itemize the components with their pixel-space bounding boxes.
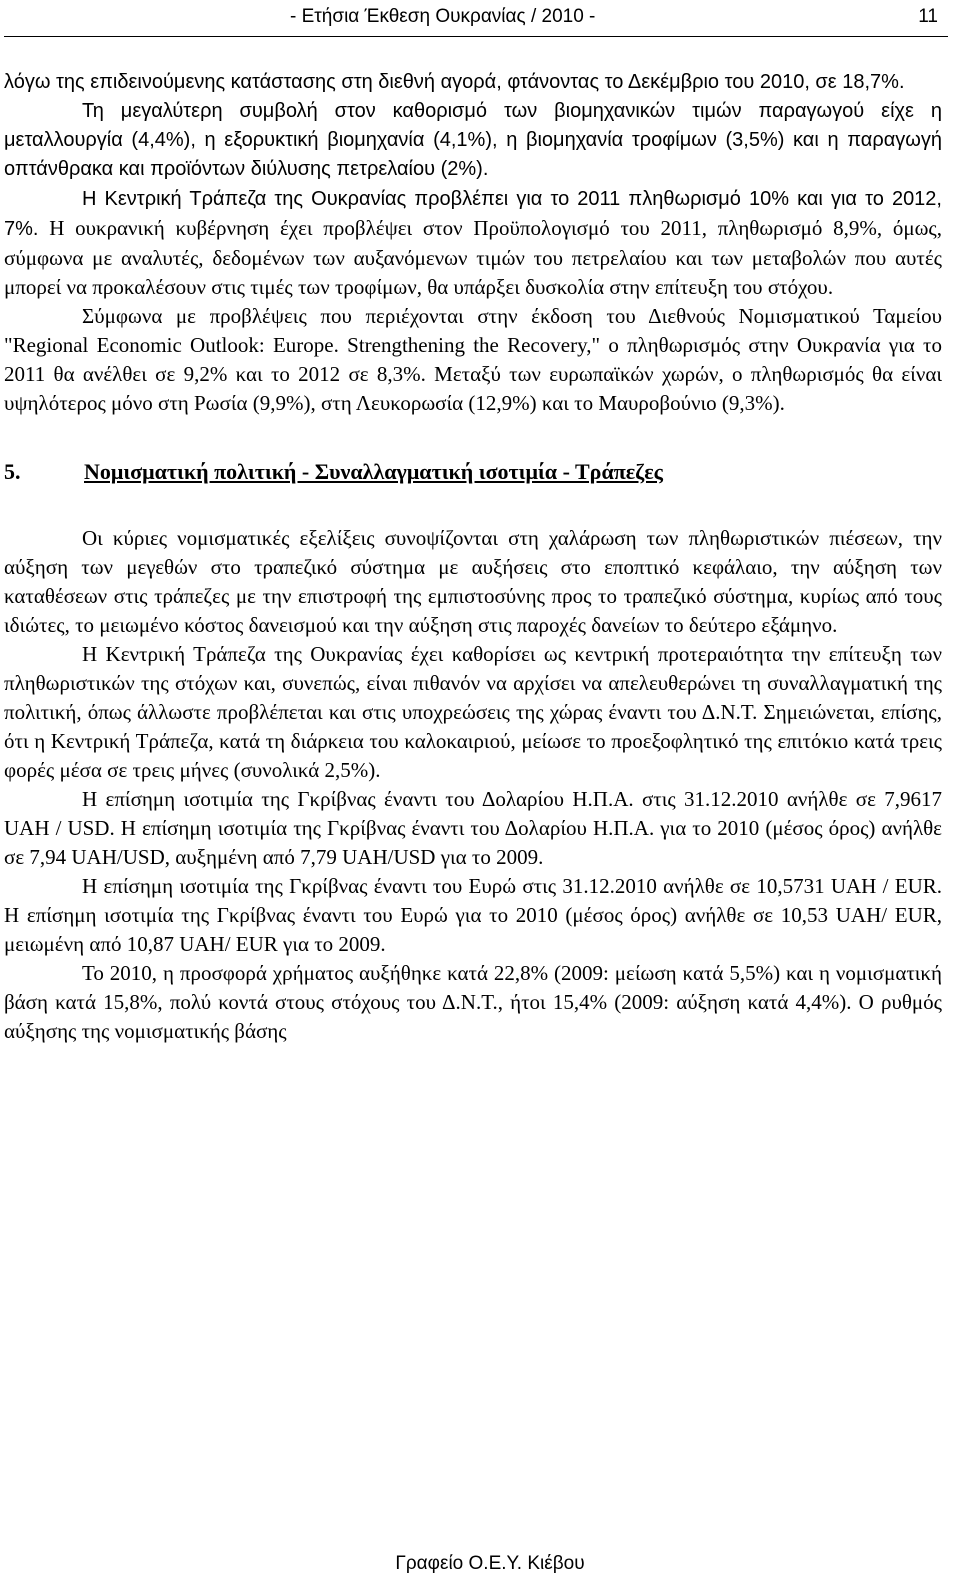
footer-office: Γραφείο Ο.Ε.Υ. Κιέβου — [395, 1553, 585, 1574]
paragraph-imf-forecast: Σύμφωνα με προβλέψεις που περιέχονται στην έκδοση του Διεθνούς Νομισματικού Ταμείου "Regional Economic Outlook: Europe. Strengthening the Recovery," ο πληθωρισμός στην Ουκρανία για το 2011 θα ανέλθει σε 9,2% και το 2012 σε 8,3%. Μεταξύ των ευρωπαϊκών χωρών, ο πληθωρισμός θα είναι υψηλότερος μόνο στη Ρωσία (9,9%), στη Λευκορωσία (12,9%) και το Μαυροβούνιο (9,3%). — [4, 304, 942, 415]
paragraph-monetary-developments: Οι κύριες νομισματικές εξελίξεις συνοψίζονται στη χαλάρωση των πληθωριστικών πιέσεων, την αύξηση των μεγεθών στο τραπεζικό σύστημα με αυξήσεις στο εποπτικό κεφάλαιο, την αύξηση των καταθέσεων στις τράπεζες με την επιστροφή της εμπιστοσύνης προς το τραπεζικό σύστημα, κυρίως από τους ιδιώτες, το μειωμένο κόστος δανεισμού και την αύξηση στις παροχές δανείων το δεύτερο εξάμηνο. — [4, 526, 942, 637]
government-forecast-text: Η ουκρανική κυβέρνηση έχει προβλέψει στον Προϋπολογισμό του 2011, πληθωρισμό 8,9%, όμως, σύμφωνα με αναλυτές, δεδομένων των αυξανόμενων τιμών του πετρελαίου και των μεταβολών που αυτές μπορεί να προκαλέσουν στις τιμές των τροφίμων, θα υπάρξει δυσκολία στην επίτευξη του στόχου. — [4, 216, 942, 299]
paragraph-continuation: λόγω της επιδεινούμενης κατάστασης στη διεθνή αγορά, φτάνοντας το Δεκέμβριο του 2010, σε 18,7%. — [4, 71, 905, 93]
paragraph-eur-rate: Η επίσημη ισοτιμία της Γκρίβνας έναντι του Ευρώ στις 31.12.2010 ανήλθε σε 10,5731 UAH / EUR. Η επίσημη ισοτιμία της Γκρίβνας έναντι του Ευρώ για το 2010 (μέσος όρος) ανήλθε σε 10,53 UAH/ EUR, μειωμένη από 10,87 UAH/ EUR για το 2009. — [4, 874, 942, 956]
document-body — [4, 68, 942, 1046]
paragraph-money-supply: Το 2010, η προσφορά χρήματος αυξήθηκε κατά 22,8% (2009: μείωση κατά 5,5%) και η νομισματική βάση κατά 15,8%, πολύ κοντά στους στόχους του Δ.Ν.Τ., ήτοι 15,4% (2009: αύξηση κατά 4,4%). Ο ρυθμός αύξησης της νομισματικής βάσης — [4, 961, 942, 1043]
section-heading — [4, 457, 942, 487]
paragraph-usd-rate: Η επίσημη ισοτιμία της Γκρίβνας έναντι του Δολαρίου Η.Π.Α. στις 31.12.2010 ανήλθε σε 7,9617 UAH / USD. Η επίσημη ισοτιμία της Γκρίβνας έναντι του Δολαρίου Η.Π.Α. για το 2010 (μέσος όρος) ανήλθε σε 7,94 UAH/USD, αυξημένη από 7,79 UAH/USD για το 2009. — [4, 787, 942, 869]
page-number: 11 — [918, 6, 938, 27]
page-footer — [0, 1553, 960, 1575]
paragraph-industrial-prices: Τη μεγαλύτερη συμβολή στον καθορισμό των βιομηχανικών τιμών παραγωγού είχε η μεταλλουργία (4,4%), η εξορυκτική βιομηχανία (4,1%), η βιομηχανία τροφίμων (3,5%) και η παραγωγή οπτάνθρακα και προϊόντων διύλυσης πετρελαίου (2%). — [4, 100, 942, 180]
paragraph-central-bank-priority: Η Κεντρική Τράπεζα της Ουκρανίας έχει καθορίσει ως κεντρική προτεραιότητα την επίτευξη των πληθωριστικών της στόχων και, συνεπώς, είναι πιθανόν να αρχίσει να απελευθερώνει τη συναλλαγματική της πολιτική, όπως άλλωστε προβλέπεται και στις υποχρεώσεις της χώρας έναντι του Δ.Ν.Τ. Σημειώνεται, επίσης, ότι η Κεντρική Τράπεζα, κατά τη διάρκεια του καλοκαιριού, μείωσε το προεξοφλητικό της επιτόκιο κατά τρεις φορές μέσα σε τρεις μήνες (συνολικά 2,5%). — [4, 642, 942, 782]
page-header — [0, 6, 960, 34]
section-number: 5. — [4, 459, 21, 484]
central-bank-forecast-text: Η Κεντρική Τράπεζα της Ουκρανίας προβλέπει για το 2011 πληθωρισμό 10% και για το 2012, 7%. — [4, 188, 942, 240]
header-rule — [4, 36, 948, 37]
paragraph-inflation-forecast — [4, 184, 942, 302]
report-title: - Ετήσια Έκθεση Ουκρανίας / 2010 - — [290, 6, 596, 27]
section-title: Νομισματική πολιτική - Συναλλαγματική ισοτιμία - Τράπεζες — [84, 459, 663, 484]
